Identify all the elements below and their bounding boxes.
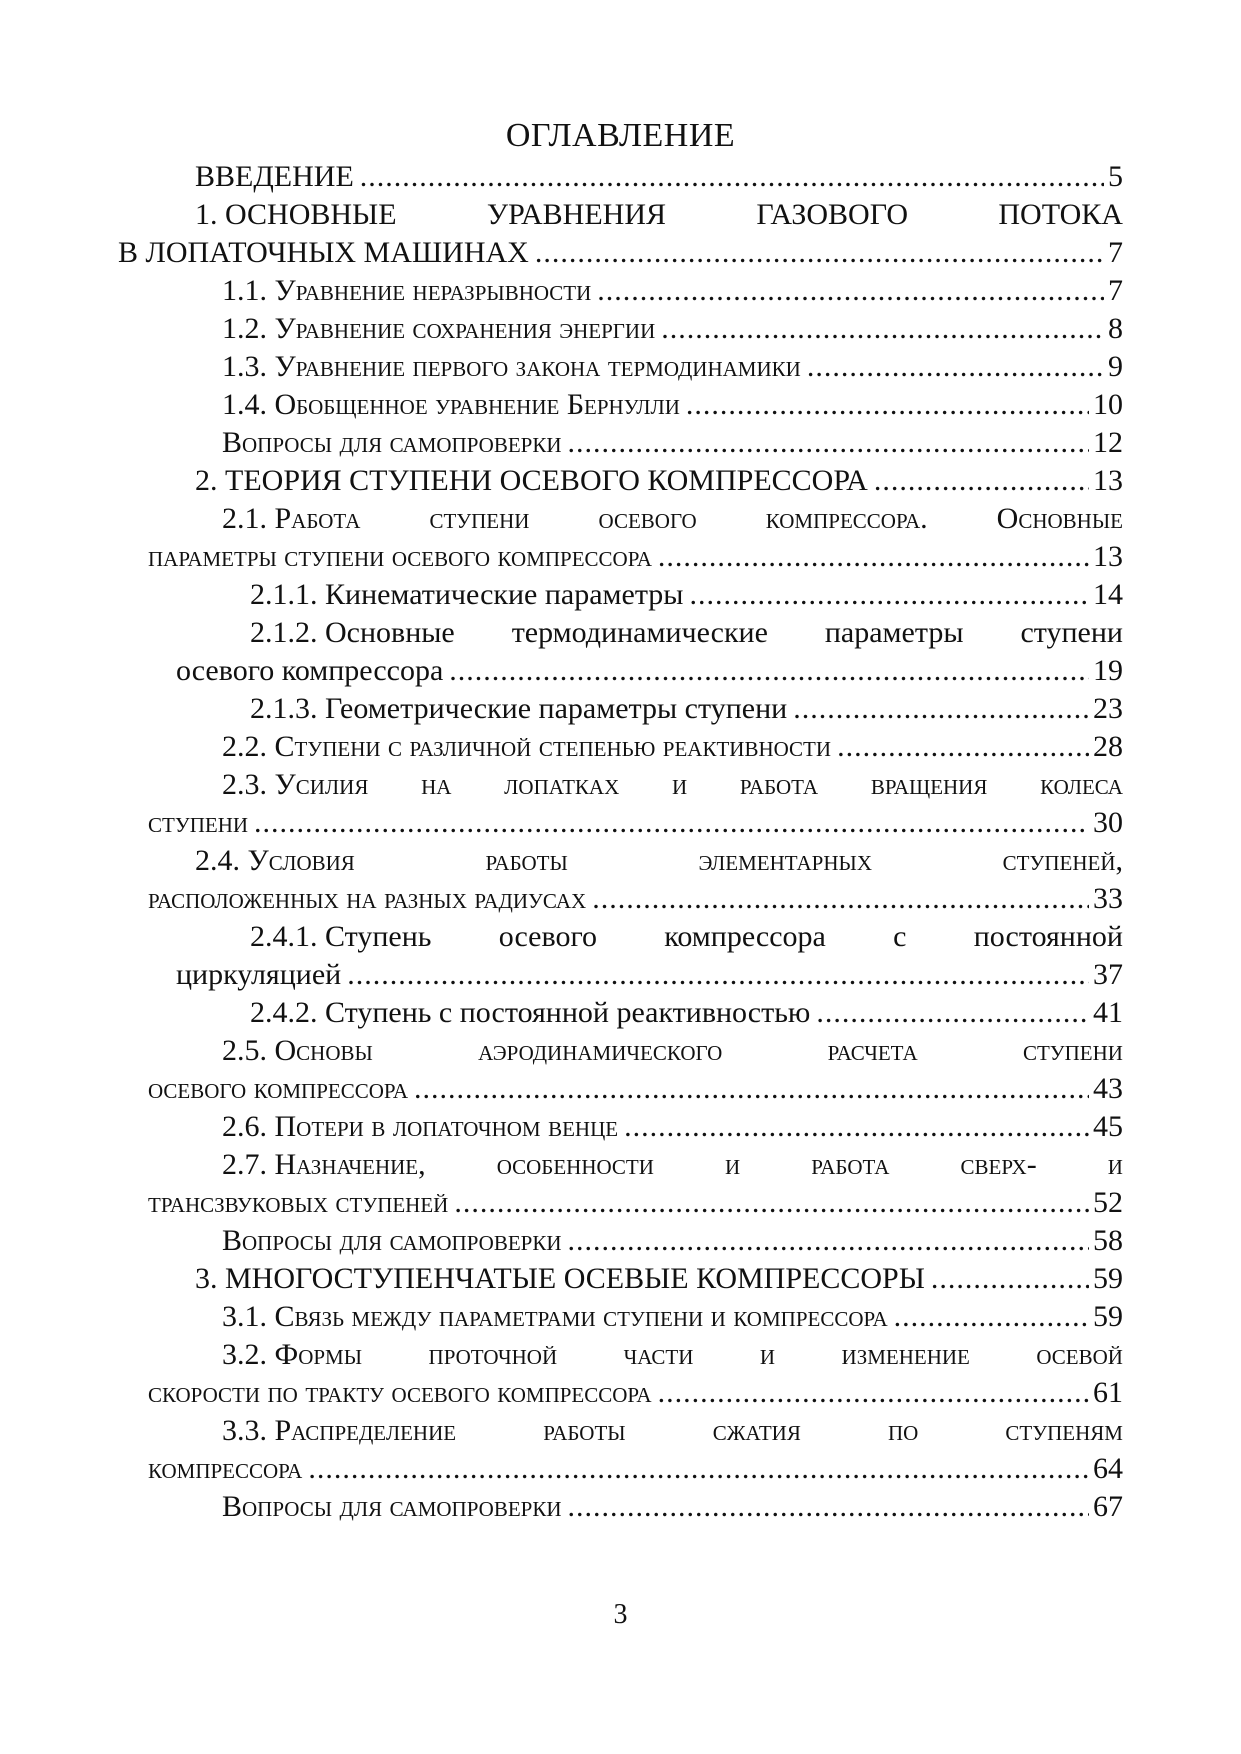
toc-entry-word: и	[759, 1338, 776, 1371]
toc-entry-continuation[interactable]	[148, 1374, 1123, 1412]
toc-entry-text: Вопросы для самопроверки	[222, 426, 562, 459]
toc-page-number: 14	[1093, 578, 1123, 611]
toc-entry-word: и	[725, 1148, 741, 1181]
toc-entry[interactable]	[222, 1336, 1123, 1374]
toc-page-number: 23	[1093, 692, 1123, 725]
toc-entry-text: 2.1.1. Кинематические параметры	[250, 578, 684, 611]
toc-page-number: 33	[1093, 882, 1123, 915]
toc-entry[interactable]	[222, 310, 1123, 348]
dot-leader	[837, 728, 1089, 766]
toc-page-number: 12	[1093, 426, 1123, 459]
toc-page-number: 61	[1093, 1376, 1123, 1409]
toc-entry-word: работа	[739, 768, 819, 801]
toc-page-number: 67	[1093, 1490, 1123, 1523]
toc-entry-continuation[interactable]	[148, 1450, 1123, 1488]
toc-entry-word: колеса	[1040, 768, 1123, 801]
toc-entry[interactable]	[250, 614, 1123, 652]
toc-entry[interactable]	[195, 196, 1123, 234]
toc-entry-word: расчета	[827, 1034, 918, 1067]
toc-page-number: 28	[1093, 730, 1123, 763]
toc-entry-word: и	[1107, 1148, 1123, 1181]
dot-leader	[793, 690, 1089, 728]
toc-entry-text: Вопросы для самопроверки	[222, 1490, 562, 1523]
toc-entry-word: 2.1.2. Основные	[250, 616, 455, 649]
toc-entry-continuation[interactable]	[118, 234, 1123, 272]
toc-entry-text: компрессора	[148, 1452, 303, 1485]
dot-leader	[686, 386, 1089, 424]
toc-entry[interactable]	[222, 1108, 1123, 1146]
toc-entry-word: 2.5. Основы	[222, 1034, 373, 1067]
toc-page-number: 7	[1108, 236, 1123, 269]
dot-leader	[689, 576, 1089, 614]
toc-entry-word: особенности	[496, 1148, 654, 1181]
dot-leader	[347, 956, 1089, 994]
toc-entry-word: части	[623, 1338, 694, 1371]
toc-entry-word: 2.3. Усилия	[222, 768, 369, 801]
toc-entry-word: изменение	[841, 1338, 970, 1371]
toc-entry-text: осевого компрессора	[148, 1072, 409, 1105]
toc-entry-word: ступеням	[1005, 1414, 1123, 1447]
dot-leader	[624, 1108, 1089, 1146]
toc-entry-word: ГАЗОВОГО	[756, 198, 908, 231]
toc-entry-word: ПОТОКА	[998, 198, 1123, 231]
toc-entry-word: с	[893, 920, 907, 953]
toc-entry[interactable]	[195, 158, 1123, 196]
toc-entry[interactable]	[222, 1412, 1123, 1450]
toc-entry-word: 1. ОСНОВНЫЕ	[195, 198, 397, 231]
toc-entry[interactable]	[222, 766, 1123, 804]
dot-leader	[568, 1488, 1089, 1526]
toc-entry-word: лопатках	[504, 768, 620, 801]
toc-entry-text: 3. МНОГОСТУПЕНЧАТЫЕ ОСЕВЫЕ КОМПРЕССОРЫ	[195, 1262, 925, 1295]
dot-leader	[454, 1184, 1089, 1222]
dot-leader	[568, 424, 1089, 462]
toc-page-number: 59	[1093, 1300, 1123, 1333]
toc-entry-word: осевой	[1036, 1338, 1123, 1371]
toc-entry-text: трансзвуковых ступеней	[148, 1186, 449, 1219]
toc-entry[interactable]	[222, 1146, 1123, 1184]
toc-entry[interactable]	[222, 386, 1123, 424]
toc-entry-word: осевого	[598, 502, 697, 535]
toc-entry-word: ступеней,	[1002, 844, 1123, 877]
toc-title: ОГЛАВЛЕНИЕ	[505, 117, 736, 154]
toc-entry-text: 3.1. Связь между параметрами ступени и компрессора	[222, 1300, 888, 1333]
toc-entry-word: компрессора	[664, 920, 826, 953]
toc-page-number: 37	[1093, 958, 1123, 991]
toc-entry-word: 2.4.1. Ступень	[250, 920, 432, 953]
toc-page-number: 13	[1093, 540, 1123, 573]
toc-entry-continuation[interactable]	[148, 1070, 1123, 1108]
toc-entry-word: вращения	[870, 768, 988, 801]
toc-entry-word: ступени	[1020, 616, 1123, 649]
toc-entry-word: аэродинамического	[478, 1034, 723, 1067]
toc-entry[interactable]	[222, 348, 1123, 386]
toc-entry[interactable]	[222, 1488, 1123, 1526]
dot-leader	[816, 994, 1089, 1032]
toc-page-number: 45	[1093, 1110, 1123, 1143]
toc-entry-word: работы	[485, 844, 568, 877]
toc-entry[interactable]	[250, 918, 1123, 956]
dot-leader	[894, 1298, 1089, 1336]
toc-entry-word: осевого	[498, 920, 597, 953]
dot-leader	[874, 462, 1089, 500]
toc-entry-text: 2. ТЕОРИЯ СТУПЕНИ ОСЕВОГО КОМПРЕССОРА	[195, 464, 868, 497]
toc-entry-word: ступени	[1022, 1034, 1123, 1067]
dot-leader	[360, 158, 1104, 196]
toc-entry[interactable]	[250, 994, 1123, 1032]
dot-leader	[931, 1260, 1089, 1298]
toc-entry-word: 2.4. Условия	[195, 844, 355, 877]
toc-page-number: 59	[1093, 1262, 1123, 1295]
toc-entry-word: 3.2. Формы	[222, 1338, 363, 1371]
toc-entry-word: ступени	[429, 502, 530, 535]
toc-page-number: 19	[1093, 654, 1123, 687]
toc-entry-word: 2.1. Работа	[222, 502, 361, 535]
dot-leader	[597, 272, 1104, 310]
dot-leader	[592, 880, 1089, 918]
toc-page-number: 5	[1108, 160, 1123, 193]
dot-leader	[568, 1222, 1089, 1260]
toc-entry-word: по	[887, 1414, 919, 1447]
dot-leader	[661, 310, 1104, 348]
toc-page-number: 10	[1093, 388, 1123, 421]
toc-entry[interactable]	[195, 842, 1123, 880]
toc-entry-text: 2.2. Ступени с различной степенью реактивности	[222, 730, 832, 763]
dot-leader	[308, 1450, 1089, 1488]
toc-entry-continuation[interactable]	[148, 880, 1123, 918]
toc-entry-word: УРАВНЕНИЯ	[486, 198, 666, 231]
toc-entry[interactable]	[195, 1260, 1123, 1298]
page-number: 3	[613, 1599, 628, 1630]
toc-entry-word: сжатия	[712, 1414, 801, 1447]
toc-entry-continuation[interactable]	[176, 956, 1123, 994]
toc-entry-text: Вопросы для самопроверки	[222, 1224, 562, 1257]
toc-entry-word: и	[671, 768, 688, 801]
dot-leader	[414, 1070, 1089, 1108]
toc-entry-continuation[interactable]	[148, 804, 1123, 842]
toc-entry[interactable]	[222, 1222, 1123, 1260]
toc-entry-text: расположенных на разных радиусах	[148, 882, 587, 915]
dot-leader	[658, 1374, 1089, 1412]
toc-entry-continuation[interactable]	[176, 652, 1123, 690]
toc-entry-text: 2.1.3. Геометрические параметры ступени	[250, 692, 788, 725]
toc-entry-text: 2.6. Потери в лопаточном венце	[222, 1110, 619, 1143]
toc-entry-text: 1.3. Уравнение первого закона термодинамики	[222, 350, 801, 383]
toc-entry[interactable]	[222, 424, 1123, 462]
toc-entry-word: компрессора.	[765, 502, 928, 535]
dot-leader	[658, 538, 1089, 576]
toc-entry-text: 1.2. Уравнение сохранения энергии	[222, 312, 656, 345]
toc-entry-continuation[interactable]	[148, 538, 1123, 576]
toc-entry-word: 3.3. Распределение	[222, 1414, 457, 1447]
toc-page-number: 41	[1093, 996, 1123, 1029]
toc-entry-word: параметры	[824, 616, 964, 649]
toc-page-number: 52	[1093, 1186, 1123, 1219]
toc-entry[interactable]	[250, 690, 1123, 728]
toc-entry-word: термодинамические	[511, 616, 768, 649]
toc-entry[interactable]	[222, 1032, 1123, 1070]
toc-page-number: 7	[1108, 274, 1123, 307]
toc-entry-continuation[interactable]	[148, 1184, 1123, 1222]
toc-entry[interactable]	[222, 728, 1123, 766]
toc-page-number: 58	[1093, 1224, 1123, 1257]
toc-entry-text: 2.4.2. Ступень с постоянной реактивностью	[250, 996, 811, 1029]
dot-leader	[449, 652, 1089, 690]
toc-entry-word: проточной	[428, 1338, 558, 1371]
dot-leader	[254, 804, 1089, 842]
toc-entry-text: осевого компрессора	[176, 654, 444, 687]
toc-page-number: 13	[1093, 464, 1123, 497]
toc-entry-text: 1.1. Уравнение неразрывности	[222, 274, 592, 307]
toc-entry[interactable]	[250, 576, 1123, 614]
toc-entry[interactable]	[195, 462, 1123, 500]
toc-page-number: 9	[1108, 350, 1123, 383]
toc-entry-text: скорости по тракту осевого компрессора	[148, 1376, 652, 1409]
toc-entry-word: постоянной	[973, 920, 1123, 953]
dot-leader	[535, 234, 1104, 272]
toc-entry-word: 2.7. Назначение,	[222, 1148, 426, 1181]
toc-entry-word: Основные	[996, 502, 1123, 535]
toc-entry[interactable]	[222, 500, 1123, 538]
toc-entry-text: 1.4. Обобщенное уравнение Бернулли	[222, 388, 680, 421]
toc-entry[interactable]	[222, 1298, 1123, 1336]
toc-entry[interactable]	[222, 272, 1123, 310]
toc-entry-text: ВВЕДЕНИЕ	[195, 160, 354, 193]
toc-entry-text: ступени	[148, 806, 249, 839]
dot-leader	[807, 348, 1104, 386]
toc-page-number: 64	[1093, 1452, 1123, 1485]
toc-entry-word: элементарных	[698, 844, 873, 877]
toc-page-number: 30	[1093, 806, 1123, 839]
toc-page-number: 43	[1093, 1072, 1123, 1105]
toc-entry-word: работы	[543, 1414, 626, 1447]
toc-entry-text: В ЛОПАТОЧНЫХ МАШИНАХ	[118, 236, 529, 269]
toc-entry-word: работа	[811, 1148, 890, 1181]
toc-entry-word: на	[421, 768, 452, 801]
toc-entry-text: циркуляцией	[176, 958, 342, 991]
toc-page-number: 8	[1108, 312, 1123, 345]
toc-entry-text: параметры ступени осевого компрессора	[148, 540, 652, 573]
toc-entry-word: сверх-	[960, 1148, 1037, 1181]
